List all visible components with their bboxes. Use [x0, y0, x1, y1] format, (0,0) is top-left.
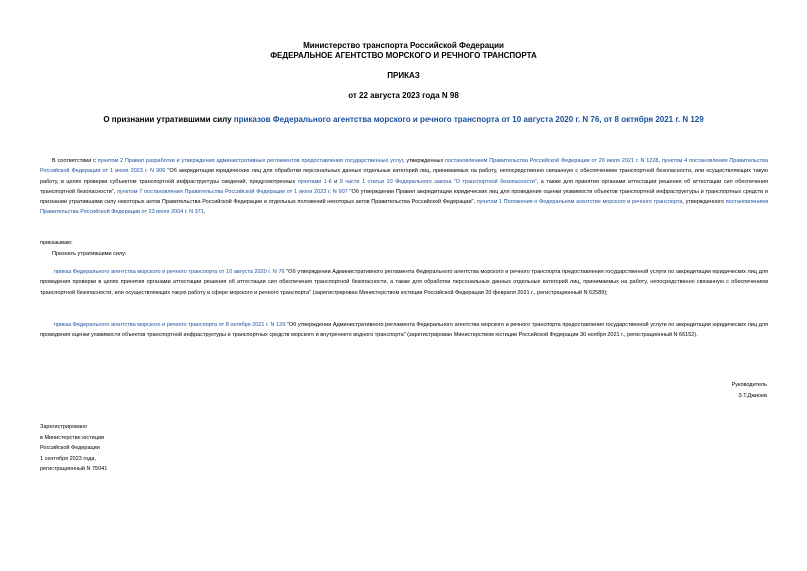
- signature-position: Руководитель: [731, 382, 767, 388]
- registration-line-3: Российской Федерации: [40, 445, 100, 451]
- preamble-link-1228[interactable]: постановлением Правительства Российской Федерации от 20 июля 2021 г. N 1228: [445, 158, 659, 164]
- registration-line-1: Зарегистрировано: [40, 424, 88, 430]
- preamble-link-371[interactable]: постановлением Правительства Российской Федерации от 23 июля 2004 г. N 371: [40, 199, 768, 216]
- title-link[interactable]: приказов Федерального агентства морского и речного транспорта от 10 августа 2020 г. N 76, от 8 октября 2021 г. N 129: [233, 115, 704, 124]
- document-date-number: от 22 августа 2023 года N 98: [348, 91, 459, 100]
- item-1-link[interactable]: приказ Федерального агентства морского и речного транспорта от 10 августа 2020 г. N 76: [54, 269, 285, 275]
- item-2-link[interactable]: приказ Федерального агентства морского и речного транспорта от 8 октября 2021 г. N 129: [54, 322, 286, 328]
- order-word: приказываю:: [40, 240, 73, 246]
- signature-name: З.Т.Джиоев: [738, 393, 767, 399]
- registration-line-5: регистрационный N 75041: [40, 466, 108, 472]
- preamble-link-regulation[interactable]: пунктом 1 Положения о Федеральном агентстве морского и речного транспорта: [476, 199, 683, 206]
- preamble-link-law[interactable]: 9 части 1 статьи 10 Федерального закона "О транспортной безопасности": [339, 178, 537, 185]
- document-type: ПРИКАЗ: [387, 71, 420, 80]
- recognize-heading: Признать утратившими силу:: [52, 251, 127, 257]
- agency-name: ФЕДЕРАЛЬНОЕ АГЕНТСТВО МОРСКОГО И РЕЧНОГО ТРАНСПОРТА: [270, 51, 537, 60]
- item-1-paragraph: приказ Федерального агентства морского и речного транспорта от 10 августа 2020 г. N 76 "Об утверждении Административного регламента Федерального агентства морского и речного транспорта предоставления государственной услуги по аккредитации юридических лиц для проведения проверки в целях принятия органами аттестации решения об аттестации сил обеспечения транспортной безопасности, а также для обработки персональных данных отдельных категорий лиц, принимаемых на работу, непосредственно связанную с обеспечением транспортной безопасности, или осуществляющих такую работу в сфере морского и речного транспорта" (зарегистрирован Министерством юстиции Российской Федерации 20 февраля 2021 г., регистрационный N 62589);: [40, 269, 768, 296]
- registration-line-4: 1 сентября 2023 года,: [40, 456, 96, 462]
- preamble-link-906[interactable]: пунктом 4 постановления Правительства Российской Федерации от 1 июня 2023 г. N 906: [40, 158, 769, 175]
- title-prefix: О признании утратившими силу: [103, 115, 234, 124]
- ministry-name: Министерство транспорта Российской Федерации: [303, 41, 504, 50]
- document-title: [40, 115, 767, 125]
- item-2-paragraph: приказ Федерального агентства морского и речного транспорта от 8 октября 2021 г. N 129 "Об утверждении Административного регламента Федерального агентства морского и речного транспорта предоставления государственной услуги по аккредитации юридических лиц для проведения оценки уязвимости объектов транспортной инфраструктуры и транспортных средств морского и внутреннего водного транспорта" (зарегистрирован Министерством юстиции Российской Федерации 30 ноября 2021 г., регистрационный N 66152).: [40, 322, 769, 339]
- preamble-link-rules[interactable]: пунктом 2 Правил разработки и утверждения административных регламентов предоставления государственных услуг: [97, 158, 403, 164]
- registration-line-2: в Министерстве юстиции: [40, 435, 105, 441]
- preamble-link-points[interactable]: пунктами 1-6: [297, 178, 332, 185]
- preamble-paragraph: В соответствии с пунктом 2 Правил разработки и утверждения административных регламентов предоставления государственных услуг, утвержденных постановлением Правительства Российской Федерации от 20 июля 2021 г. N 1228, пунктом 4 постановления Правительства Российской Федерации от 1 июня 2023 г. N 906 "Об аккредитации юридических лиц для обработки персональных данных отдельных категорий лиц, принимаемых на работу, непосредственно связанную с обеспечением транспортной безопасности, или осуществляющих такую работу, в целях проверки субъектом транспортной инфраструктуры сведений, предусмотренных пунктами 1-6 и 9 части 1 статьи 10 Федерального закона "О транспортной безопасности", а также для принятия органами аттестации решения об аттестации сил обеспечения транспортной безопасности", пунктом 7 постановления Правительства Российской Федерации от 1 июня 2023 г. N 907 "Об утверждении Правил аккредитации юридических лиц для проведения оценки уязвимости объектов транспортной инфраструктуры и транспортных средств и признании утратившими силу некоторых актов Правительства Российской Федерации и отдельных положений некоторых актов Правительства Российской Федерации", пунктом 1 Положения о Федеральном агентстве морского и речного транспорта, утвержденного постановлением Правительства Российской Федерации от 23 июля 2004 г. N 371,: [40, 158, 769, 216]
- preamble-link-907[interactable]: пунктом 7 постановления Правительства Российской Федерации от 1 июня 2023 г. N 907: [116, 188, 348, 195]
